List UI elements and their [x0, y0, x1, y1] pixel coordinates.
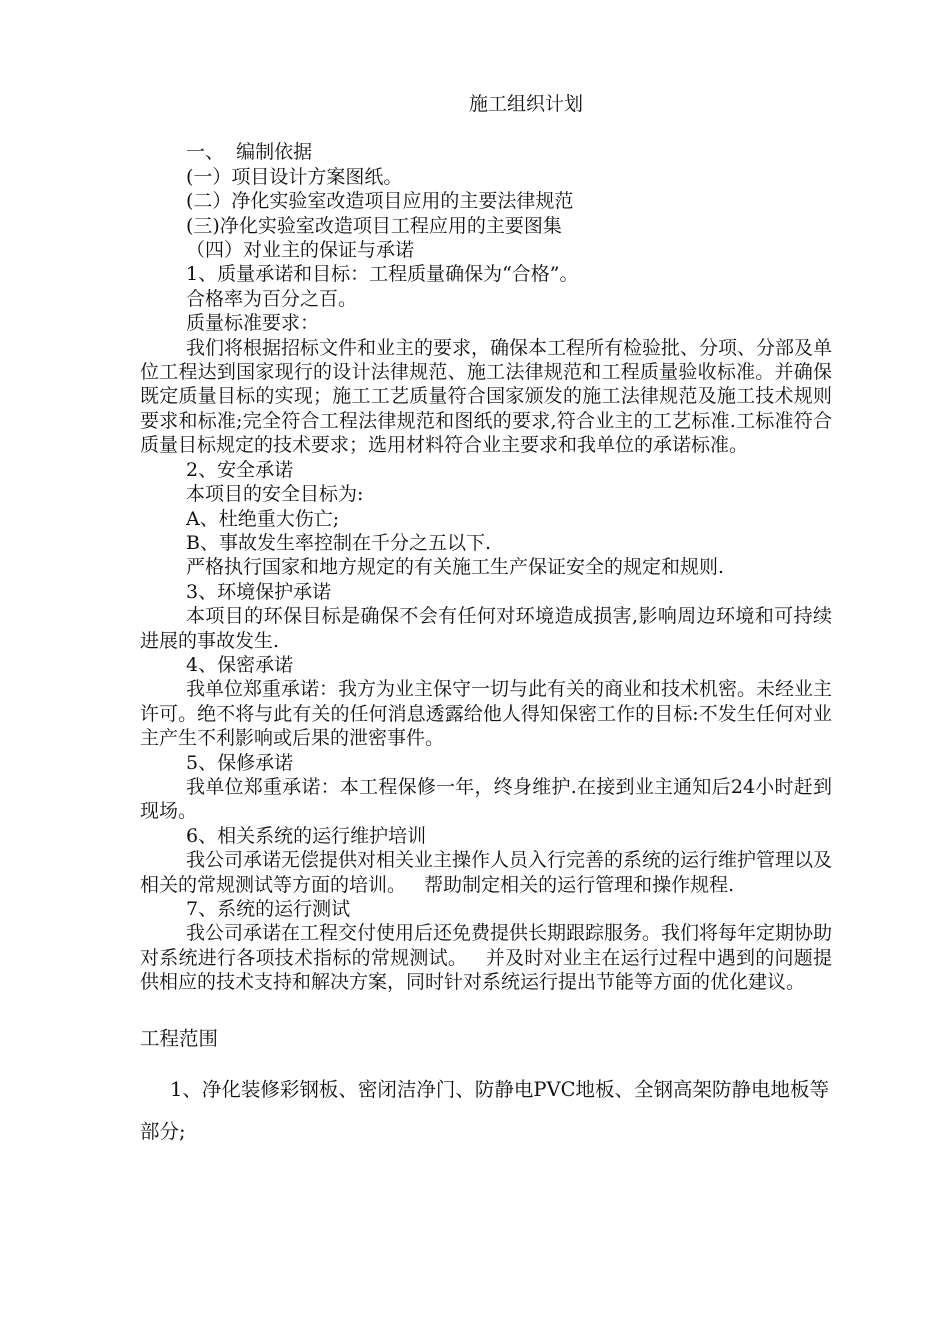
body-line: 本项目的安全目标为: [186, 483, 364, 506]
body-line: (三)净化实验室改造项目工程应用的主要图集 [186, 214, 562, 237]
body-line: 2、安全承诺 [186, 458, 294, 481]
body-line: 7、系统的运行测试 [186, 898, 351, 920]
body-paragraph: 我单位郑重承诺：本工程保修一年，终身维护.在接到业主通知后24小时赶到现场。 [140, 775, 832, 823]
body-line: 3、环境保护承诺 [186, 580, 332, 603]
body-line: 严格执行国家和地方规定的有关施工生产保证安全的规定和规则. [186, 556, 725, 579]
body-paragraph: 我单位郑重承诺：我方为业主保守一切与此有关的商业和技术机密。未经业主许可。绝不将与此有关的任何消息透露给他人得知保密工作的目标:不发生任何对业主产生不利影响或后果的泄密事件。 [140, 678, 833, 750]
body-line: 合格率为百分之百。 [186, 287, 358, 310]
body-line: 质量标准要求： [186, 312, 320, 335]
body-paragraph: 我们将根据招标文件和业主的要求，确保本工程所有检验批、分项、分部及单位工程达到国家现行的设计法律规范、施工法律规范和工程质量验收标准。并确保既定质量目标的实现；施工工艺质量符合国家颁发的施工法律规范及施工技术规则要求和标准;完全符合工程法律规范和图纸的要求,符合业主的工艺标准.工标准符合质量目标规定的技术要求；选用材料符合业主要求和我单位的承诺标准。 [140, 336, 833, 457]
body-line: (二）净化实验室改造项目应用的主要法律规范 [186, 190, 574, 213]
body-line: B、事故发生率控制在千分之五以下. [186, 531, 492, 554]
body-line: (一）项目设计方案图纸。 [186, 165, 403, 188]
body-line: 4、保密承诺 [186, 653, 294, 676]
body-paragraph: 我公司承诺在工程交付使用后还免费提供长期跟踪服务。我们将每年定期协助对系统进行各项技术指标的常规测试。 并及时对业主在运行过程中遇到的问题提供相应的技术支持和解决方案，同时针对系统运行提出节能等方面的优化建议。 [140, 922, 833, 994]
scope-item-text: 1、净化装修彩钢板、密闭洁净门、防静电PVC地板、全钢高架防静电地板等部分; [140, 1077, 830, 1143]
body-line: A、杜绝重大伤亡; [186, 507, 340, 530]
body-paragraph: 我公司承诺无偿提供对相关业主操作人员入行完善的系统的运行维护管理以及相关的常规测试等方面的培训。 帮助制定相关的运行管理和操作规程. [140, 849, 833, 896]
body-paragraph: 本项目的环保目标是确保不会有任何对环境造成损害,影响周边环境和可持续进展的事故发生. [140, 605, 832, 652]
body-line: （四）对业主的保证与承诺 [186, 239, 415, 262]
body-line: 6、相关系统的运行维护培训 [186, 824, 427, 847]
body-line: 一、 编制依据 [186, 141, 313, 164]
document-title: 施工组织计划 [468, 93, 583, 115]
scope-heading: 工程范围 [140, 1026, 219, 1050]
document-body [140, 140, 832, 994]
scope-item [140, 1069, 832, 1153]
body-line: 5、保修承诺 [186, 751, 294, 774]
body-line: 1、质量承诺和目标：工程质量确保为“合格”。 [186, 263, 579, 286]
